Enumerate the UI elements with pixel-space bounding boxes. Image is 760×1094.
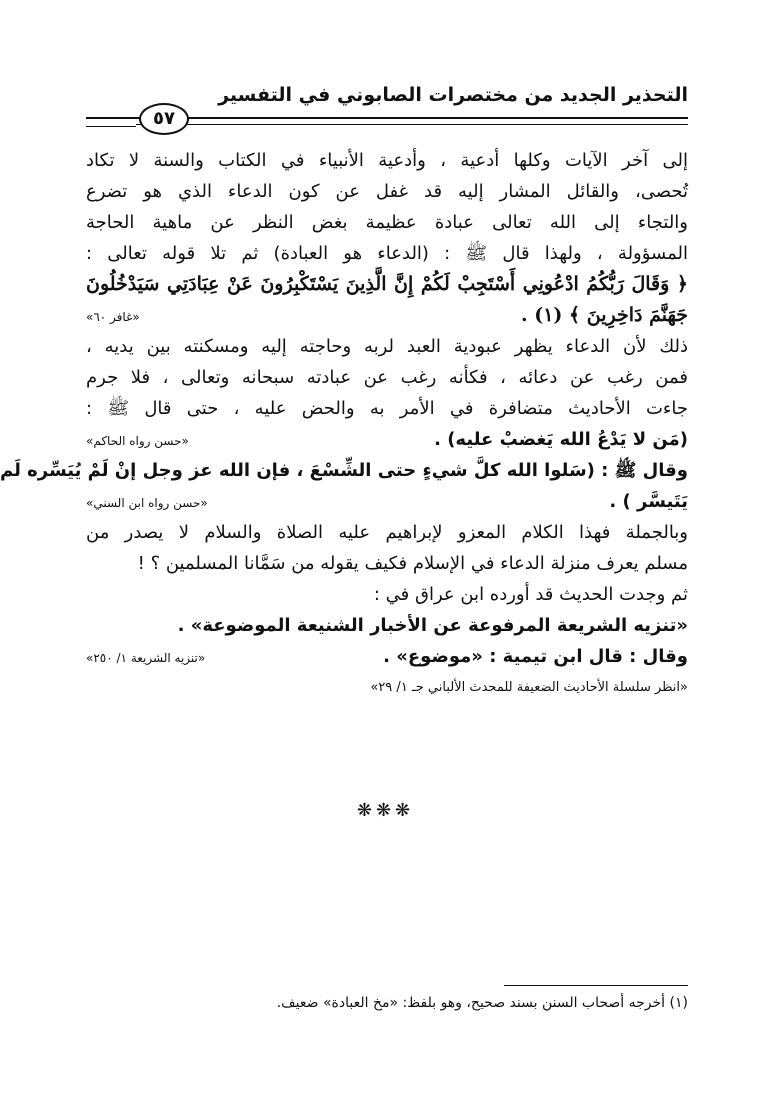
hadith-line: وقال ﷺ : (سَلوا الله كلَّ شيءٍ حتى الشِّسْعَ ، فإن الله عز وجل إنْ لَمْ يُيَسِّره لَم — [0, 460, 688, 481]
footnote-rule — [504, 985, 688, 986]
hadith-row — [86, 424, 688, 455]
quran-verse-line: ﴿ وَقَالَ رَبُّكُمُ ادْعُونِي أَسْتَجِبْ لَكُمْ إِنَّ الَّذِينَ يَسْتَكْبِرُونَ عَنْ عِبَادَتِي سَيَدْخُلُونَ — [86, 273, 688, 295]
body-line: تُحصى، والقائل المشار إليه قد غفل عن كون الدعاء الذي هو تضرع — [86, 181, 688, 202]
body-line: جاءت الأحاديث متضافرة في الأمر به والحض عليه ، حتى قال ﷺ : — [86, 398, 688, 419]
body-text — [0, 145, 688, 703]
footnote: (١) أخرجه أصحاب السنن بسند صحيح، وهو بلفظ: «مخ العبادة» ضعيف. — [276, 995, 688, 1011]
verse-reference: «غافر ٦٠» — [86, 310, 140, 324]
body-line: وبالجملة فهذا الكلام المعزو لإبراهيم عليه الصلاة والسلام لا يصدر من — [86, 522, 688, 543]
reference-row — [86, 672, 688, 703]
body-line: فمن رغب عن دعائه ، فكأنه رغب عن عبادته سبحانه وتعالى ، فلا جرم — [86, 367, 688, 388]
hadith-text: (مَن لا يَدْعُ الله يَغضبْ عليه) . — [434, 429, 688, 450]
body-line: ذلك لأن الدعاء يظهر عبودية العبد لربه وحاجته إليه ومسكنته بين يديه ، — [86, 336, 688, 357]
body-line: إلى آخر الآيات وكلها أدعية ، وأدعية الأنبياء في الكتاب والسنة لا تكاد — [86, 150, 688, 171]
body-line: مسلم يعرف منزلة الدعاء في الإسلام فكيف يقوله من سَمَّانا المسلمين ؟ ! — [137, 553, 688, 574]
quote-source: «تنزيه الشريعة ١/ ٢٥٠» — [86, 651, 206, 665]
page-number: ٥٧ — [139, 103, 189, 135]
body-line: والتجاء إلى الله تعالى عبادة عظيمة بغض النظر عن ماهية الحاجة — [86, 212, 688, 233]
section-divider-stars: ❋❋❋ — [356, 800, 415, 821]
quote-text: وقال : قال ابن تيمية : «موضوع» . — [383, 646, 688, 667]
hadith-row — [86, 486, 688, 517]
reference-text: «انظر سلسلة الأحاديث الضعيفة للمحدث الألباني جـ ١/ ٢٩» — [370, 680, 688, 695]
quran-verse-row — [86, 300, 688, 331]
hadith-source: «حسن رواه ابن السني» — [86, 496, 208, 510]
quran-verse-end: جَهَنَّمَ دَاخِرِينَ ﴾ (١) . — [520, 304, 688, 326]
body-line: المسؤولة ، ولهذا قال ﷺ : (الدعاء هو العبادة) ثم تلا قوله تعالى : — [86, 243, 688, 264]
hadith-text: يَتَيسَّر ) . — [609, 491, 688, 512]
page-number-rule — [86, 117, 136, 127]
quote-row — [86, 641, 688, 672]
book-title-line: «تنزيه الشريعة المرفوعة عن الأخبار الشنيعة الموضوعة» . — [177, 615, 688, 636]
body-line: ثم وجدت الحديث قد أورده ابن عراق في : — [373, 584, 688, 605]
hadith-source: «حسن رواه الحاكم» — [86, 434, 189, 448]
running-head-title: التحذير الجديد من مختصرات الصابوني في التفسير — [218, 84, 688, 106]
